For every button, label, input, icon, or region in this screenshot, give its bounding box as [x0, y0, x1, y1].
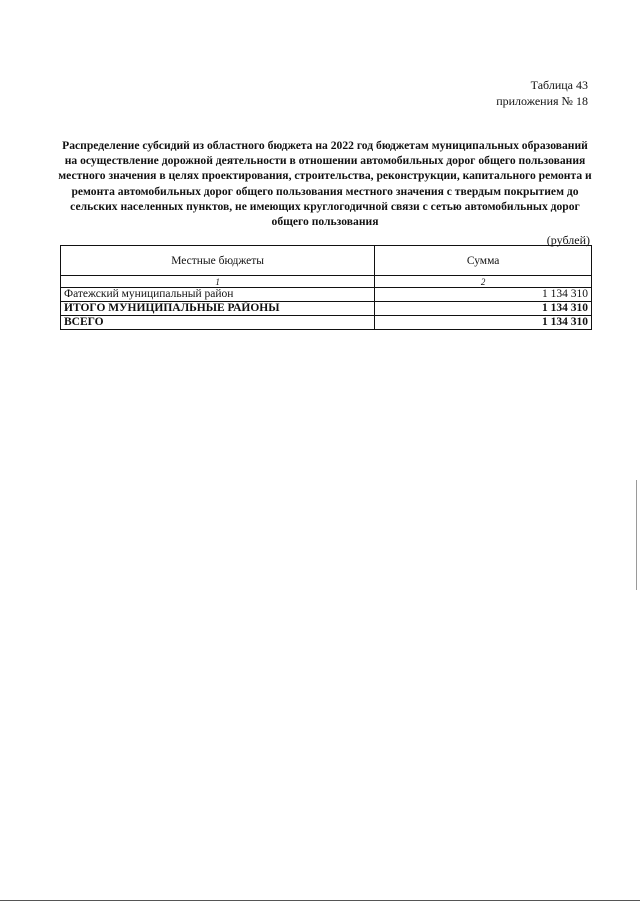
table-row [61, 288, 592, 302]
row-name: Фатежский муниципальный район [61, 288, 375, 302]
scan-edge-mark [636, 480, 637, 590]
document-title: Распределение субсидий из областного бюджета на 2022 год бюджетам муниципальных образований на осуществление дорожной деятельности в отношении автомобильных дорог общего пользования местного значения в целях проектирования, строительства, реконструкции, капитального ремонта и ремонта автомобильных дорог общего пользования местного значения с твердым покрытием до сельских населенных пунктов, не имеющих круглогодичной связи с сетью автомобильных дорог общего пользования [58, 139, 592, 229]
units-label: (рублей) [546, 233, 590, 247]
row-amount: 1 134 310 [375, 316, 592, 330]
appendix-label: приложения № 18 [496, 94, 588, 108]
column-number-1: 1 [61, 276, 375, 288]
header-amount: Сумма [375, 246, 592, 276]
row-amount: 1 134 310 [375, 288, 592, 302]
subsidy-table [60, 245, 592, 330]
column-number-2: 2 [375, 276, 592, 288]
table-reference [496, 77, 588, 109]
table-number-label: Таблица 43 [530, 78, 588, 92]
page-bottom-edge [0, 900, 640, 901]
row-name: ВСЕГО [61, 316, 375, 330]
column-number-row [61, 276, 592, 288]
row-name: ИТОГО МУНИЦИПАЛЬНЫЕ РАЙОНЫ [61, 302, 375, 316]
table-header-row [61, 246, 592, 276]
row-amount: 1 134 310 [375, 302, 592, 316]
table-row-total [61, 316, 592, 330]
header-local-budgets: Местные бюджеты [61, 246, 375, 276]
table-row-subtotal [61, 302, 592, 316]
